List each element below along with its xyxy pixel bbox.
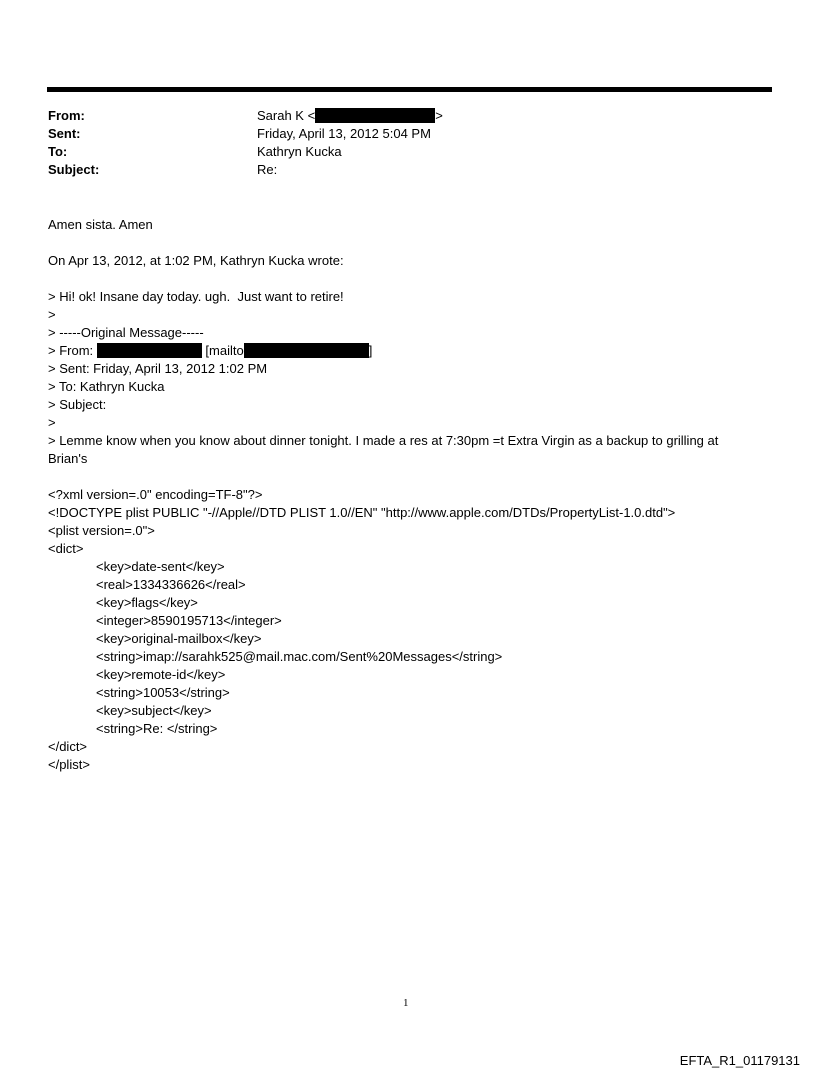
quoted-line: >	[48, 307, 56, 322]
plist-entry: <string>Re: </string>	[96, 721, 218, 736]
subject-value: Re:	[257, 162, 278, 177]
plist-entry: <real>1334336626</real>	[96, 577, 246, 592]
plist-line: </plist>	[48, 757, 90, 772]
subject-label: Subject:	[48, 162, 100, 177]
plist-entry: <key>subject</key>	[96, 703, 212, 718]
to-label: To:	[48, 144, 68, 159]
sent-label: Sent:	[48, 126, 81, 141]
quoted-line: > Subject:	[48, 397, 107, 412]
quoted-line: > Sent: Friday, April 13, 2012 1:02 PM	[48, 361, 268, 376]
quoted-mailto-close: ]	[368, 343, 373, 358]
redaction-block	[244, 343, 369, 358]
plist-entry: <integer>8590195713</integer>	[96, 613, 282, 628]
quoted-line: >	[48, 415, 56, 430]
plist-line: <plist version=.0">	[48, 523, 155, 538]
quote-intro: On Apr 13, 2012, at 1:02 PM, Kathryn Kucka wrote:	[48, 253, 344, 268]
from-value	[257, 107, 443, 125]
redaction-block	[315, 108, 435, 123]
quoted-mailto: [mailto	[205, 343, 244, 358]
from-close: >	[435, 108, 443, 123]
quoted-line: > Hi! ok! Insane day today. ugh. Just want to retire!	[48, 289, 344, 304]
plist-line: <dict>	[48, 541, 84, 556]
reply-text: Amen sista. Amen	[48, 217, 153, 232]
plist-entry: <key>date-sent</key>	[96, 559, 225, 574]
plist-line: <?xml version=.0" encoding=TF-8"?>	[48, 487, 263, 502]
plist-entry: <key>original-mailbox</key>	[96, 631, 262, 646]
document-id: EFTA_R1_01179131	[679, 1053, 800, 1068]
page-number: 1	[403, 997, 409, 1009]
quoted-line: > Lemme know when you know about dinner tonight. I made a res at 7:30pm =t Extra Virgin as a backup to grilling at Brian's	[48, 433, 719, 466]
plist-entry: <string>10053</string>	[96, 685, 230, 700]
quoted-from-label: > From:	[48, 343, 94, 358]
quoted-from-line	[48, 342, 768, 360]
quoted-line: > -----Original Message-----	[48, 325, 204, 340]
sent-value: Friday, April 13, 2012 5:04 PM	[257, 126, 431, 141]
from-name: Sarah K <	[257, 108, 316, 123]
to-value: Kathryn Kucka	[257, 144, 342, 159]
quoted-line: > To: Kathryn Kucka	[48, 379, 165, 394]
plist-entry: <key>flags</key>	[96, 595, 198, 610]
from-label: From:	[48, 108, 85, 123]
plist-entry: <key>remote-id</key>	[96, 667, 226, 682]
plist-entry: <string>imap://sarahk525@mail.mac.com/Sent%20Messages</string>	[96, 649, 503, 664]
header-rule	[47, 87, 772, 92]
redaction-block	[97, 343, 202, 358]
plist-line: </dict>	[48, 739, 88, 754]
plist-line: <!DOCTYPE plist PUBLIC "-//Apple//DTD PLIST 1.0//EN" "http://www.apple.com/DTDs/PropertyList-1.0.dtd">	[48, 505, 676, 520]
